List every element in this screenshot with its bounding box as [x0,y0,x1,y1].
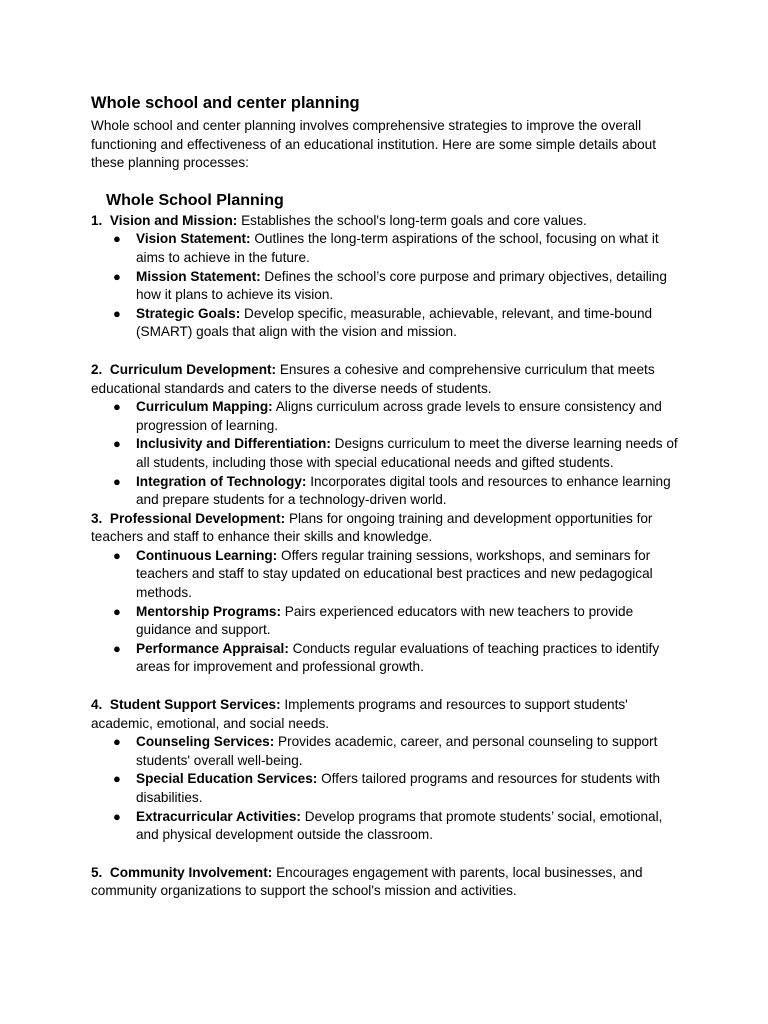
bullet-icon: ● [113,640,121,656]
item-text: Implements programs and resources to support students' academic, emotional, and social needs. [91,697,628,731]
bullet-lead: Vision Statement: [136,231,251,247]
bullet-list [91,398,681,510]
item-number: 2. [91,361,103,377]
bullet-item [91,305,681,342]
bullet-icon: ● [113,268,121,284]
item-heading [91,212,681,231]
bullet-lead: Strategic Goals: [136,305,241,321]
document-page [91,92,681,901]
bullet-icon: ● [113,547,121,563]
bullet-icon: ● [113,473,121,489]
item-number: 5. [91,864,103,880]
item-lead: Community Involvement: [109,864,273,880]
bullet-icon: ● [113,399,121,415]
item-number: 3. [91,510,103,526]
bullet-icon: ● [113,603,121,619]
bullet-lead: Curriculum Mapping: [136,399,273,415]
bullet-text: Develop programs that promote students’ social, emotional, and physical development outside the classroom. [136,808,663,843]
bullet-item [91,435,681,472]
bullet-icon: ● [113,436,121,452]
bullet-item [91,547,681,603]
bullet-list [91,547,681,677]
bullet-lead: Counseling Services: [136,734,275,750]
bullet-icon: ● [113,305,121,321]
bullet-text: Offers regular training sessions, workshops, and seminars for teachers and staff to stay updated on educational best practices and new pedagogical methods. [136,547,653,601]
bullet-item [91,398,681,435]
bullet-text: Conducts regular evaluations of teaching practices to identify areas for improvement and professional growth. [136,640,660,675]
bullet-item [91,808,681,845]
bullet-item [91,268,681,305]
bullet-icon: ● [113,231,121,247]
intro-paragraph: Whole school and center planning involves comprehensive strategies to improve the overall functioning and effectiveness of an educational institution. Here are some simple details about these planning processes: [91,118,656,171]
bullet-lead: Special Education Services: [136,771,318,787]
bullet-text: Pairs experienced educators with new teachers to provide guidance and support. [136,603,634,638]
item-heading [91,361,681,398]
bullet-text: Defines the school’s core purpose and primary objectives, detailing how it plans to achieve its vision. [136,268,667,303]
item-heading [91,864,681,901]
section-title: Whole School Planning [106,191,284,209]
bullet-list [91,733,681,845]
item-lead: Vision and Mission: [109,212,238,228]
item-lead: Professional Development: [109,510,286,526]
bullet-item [91,770,681,807]
item-text: Plans for ongoing training and development opportunities for teachers and staff to enhance their skills and knowledge. [91,510,653,545]
item-text: Establishes the school's long-term goals and core values. [237,212,587,228]
bullet-text: Offers tailored programs and resources for students with disabilities. [136,771,661,805]
bullet-item [91,230,681,267]
bullet-list [91,230,681,342]
item-heading [91,696,681,733]
bullet-icon: ● [113,771,121,787]
bullet-icon: ● [113,808,121,824]
bullet-lead: Performance Appraisal: [136,640,289,656]
bullet-item [91,603,681,640]
document-title: Whole school and center planning [91,94,360,112]
bullet-lead: Extracurricular Activities: [136,808,301,824]
list-item-community-involvement [91,864,681,901]
item-heading [91,510,681,547]
bullet-lead: Inclusivity and Differentiation: [136,436,331,452]
bullet-lead: Mentorship Programs: [136,603,282,619]
list-item-vision-mission [91,212,681,342]
item-number: 1. [91,212,103,228]
item-text: Ensures a cohesive and comprehensive curriculum that meets educational standards and caters to the diverse needs of students. [91,361,655,396]
bullet-icon: ● [113,734,121,750]
bullet-text: Incorporates digital tools and resources to enhance learning and prepare students for a technology-driven world. [136,473,671,508]
item-text: Encourages engagement with parents, local businesses, and community organizations to support the school's mission and activities. [91,864,643,899]
list-item-professional-development [91,510,681,677]
list-item-curriculum-development [91,361,681,510]
bullet-item [91,473,681,510]
list-item-student-support-services [91,696,681,845]
bullet-text: Develop specific, measurable, achievable, relevant, and time-bound (SMART) goals that align with the vision and mission. [136,305,653,340]
bullet-text: Provides academic, career, and personal counseling to support students' overall well-being. [136,734,658,768]
bullet-text: Outlines the long-term aspirations of the school, focusing on what it aims to achieve in the future. [136,231,659,265]
item-lead: Curriculum Development: [109,361,277,377]
bullet-lead: Integration of Technology: [136,473,307,489]
bullet-lead: Mission Statement: [136,268,261,284]
item-lead: Student Support Services: [109,697,281,713]
bullet-lead: Continuous Learning: [136,547,278,563]
bullet-text: Aligns curriculum across grade levels to ensure consistency and progression of learning. [136,399,662,433]
item-number: 4. [91,697,103,713]
bullet-text: Designs curriculum to meet the diverse learning needs of all students, including those with special educational needs and gifted students. [136,436,678,470]
bullet-item [91,640,681,677]
bullet-item [91,733,681,770]
